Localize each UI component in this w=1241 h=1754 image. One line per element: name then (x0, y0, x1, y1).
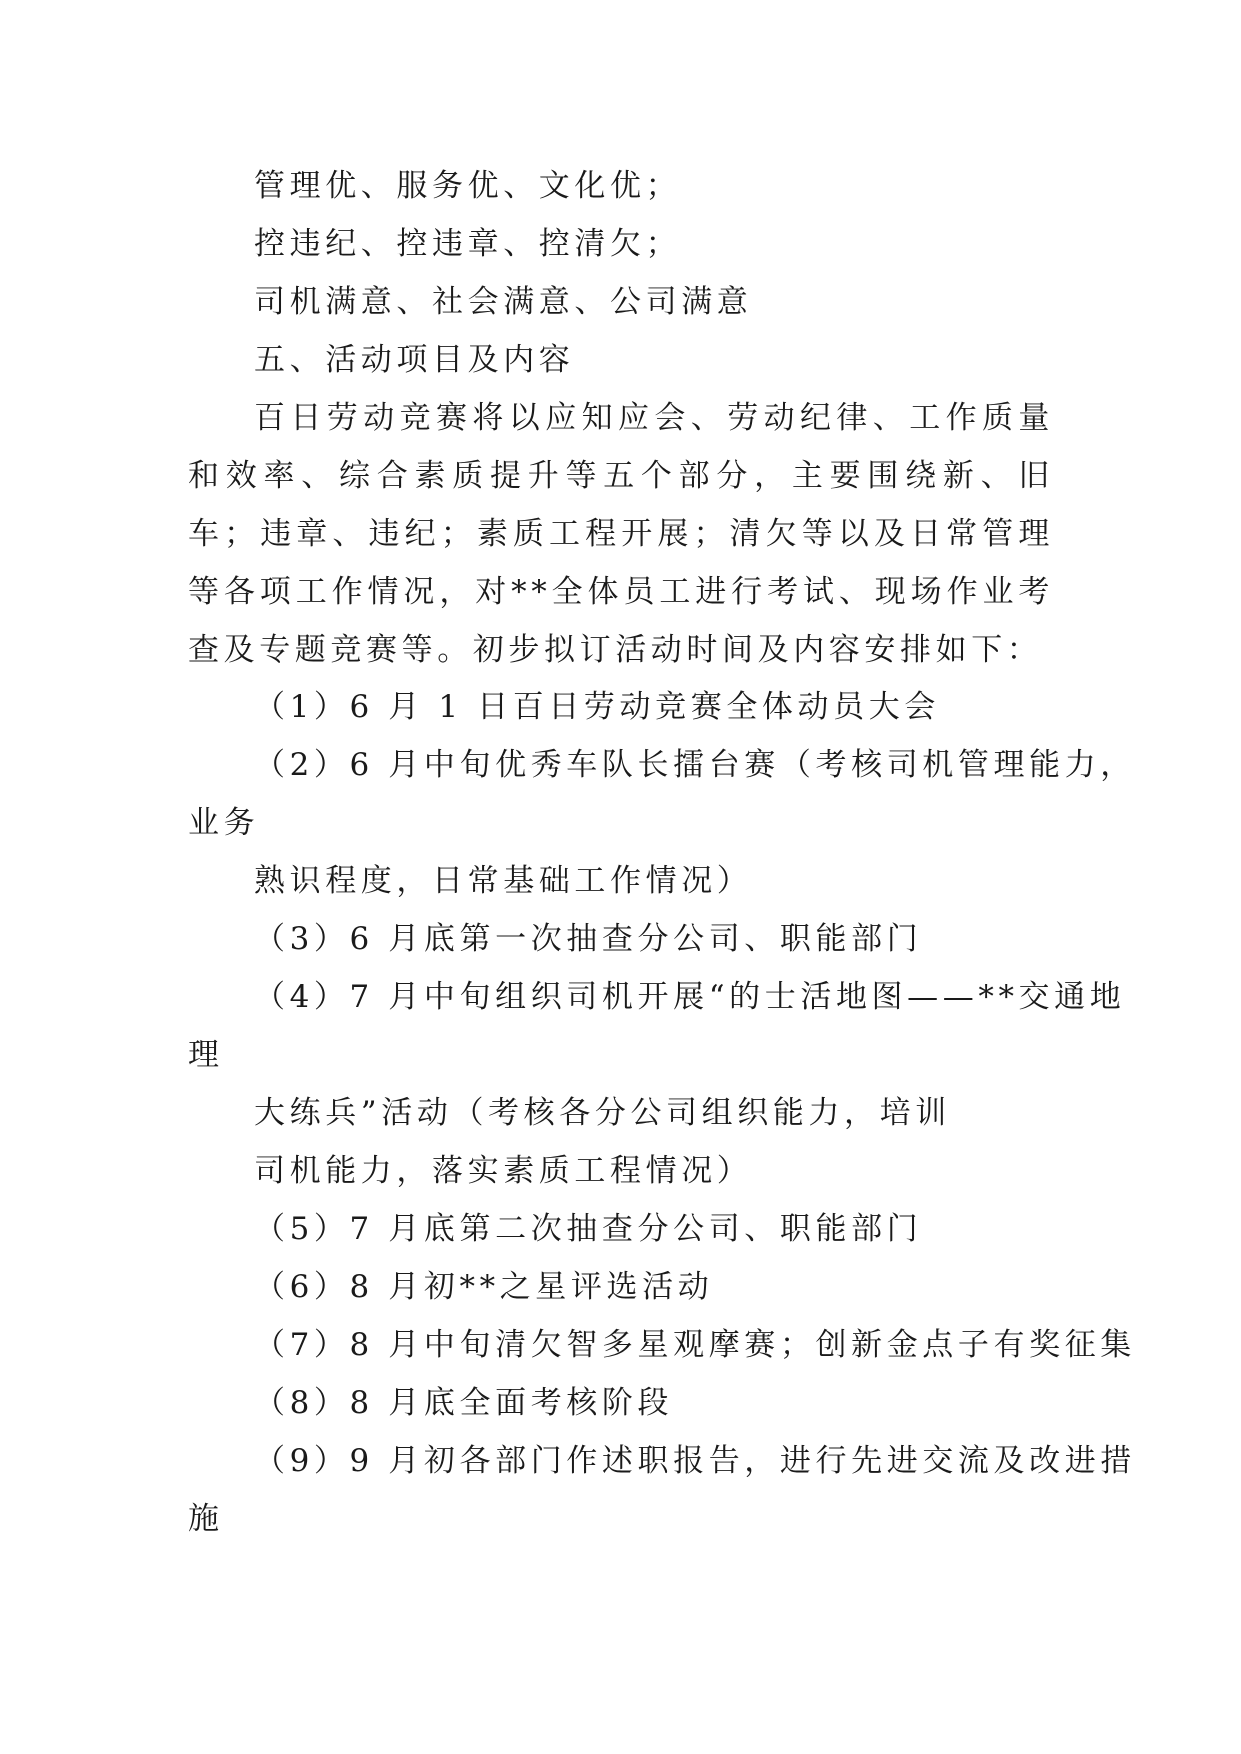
list-line-control: 控违纪、控违章、控清欠； (254, 226, 682, 262)
section-heading: 五、活动项目及内容 (254, 342, 575, 378)
list-line-management: 管理优、服务优、文化优； (254, 168, 682, 204)
schedule-item-8: （8）8 月底全面考核阶段 (254, 1385, 674, 1421)
schedule-item-7: （7）8 月中旬清欠智多星观摩赛；创新金点子有奖征集 (254, 1327, 1136, 1363)
schedule-item-9-wrap: 施 (188, 1501, 224, 1537)
schedule-item-6: （6）8 月初**之星评选活动 (254, 1269, 714, 1305)
schedule-item-4: （4）7 月中旬组织司机开展“的士活地图——**交通地 (254, 979, 1126, 1015)
list-line-satisfaction: 司机满意、社会满意、公司满意 (254, 284, 753, 320)
intro-paragraph: 百日劳动竞赛将以应知应会、劳动纪律、工作质量和效率、综合素质提升等五个部分，主要围绕新、旧车；违章、违纪；素质工程开展；清欠等以及日常管理等各项工作情况，对**全体员工进行考试、现场作业考查及专题竞赛等。初步拟订活动时间及内容安排如下： (188, 400, 1054, 668)
schedule-item-2-cont: 熟识程度，日常基础工作情况） (254, 863, 753, 899)
schedule-item-5: （5）7 月底第二次抽查分公司、职能部门 (254, 1211, 923, 1247)
schedule-item-4-wrap: 理 (188, 1037, 224, 1073)
schedule-item-1: （1）6 月 1 日百日劳动竞赛全体动员大会 (254, 689, 940, 725)
schedule-item-4-cont-2: 司机能力，落实素质工程情况） (254, 1153, 753, 1189)
schedule-item-3: （3）6 月底第一次抽查分公司、职能部门 (254, 921, 923, 957)
schedule-item-2: （2）6 月中旬优秀车队长擂台赛（考核司机管理能力， (254, 747, 1136, 783)
schedule-item-4-cont: 大练兵”活动（考核各分公司组织能力，培训 (254, 1095, 951, 1131)
schedule-item-2-wrap: 业务 (188, 805, 260, 841)
schedule-item-9: （9）9 月初各部门作述职报告，进行先进交流及改进措 (254, 1443, 1136, 1479)
